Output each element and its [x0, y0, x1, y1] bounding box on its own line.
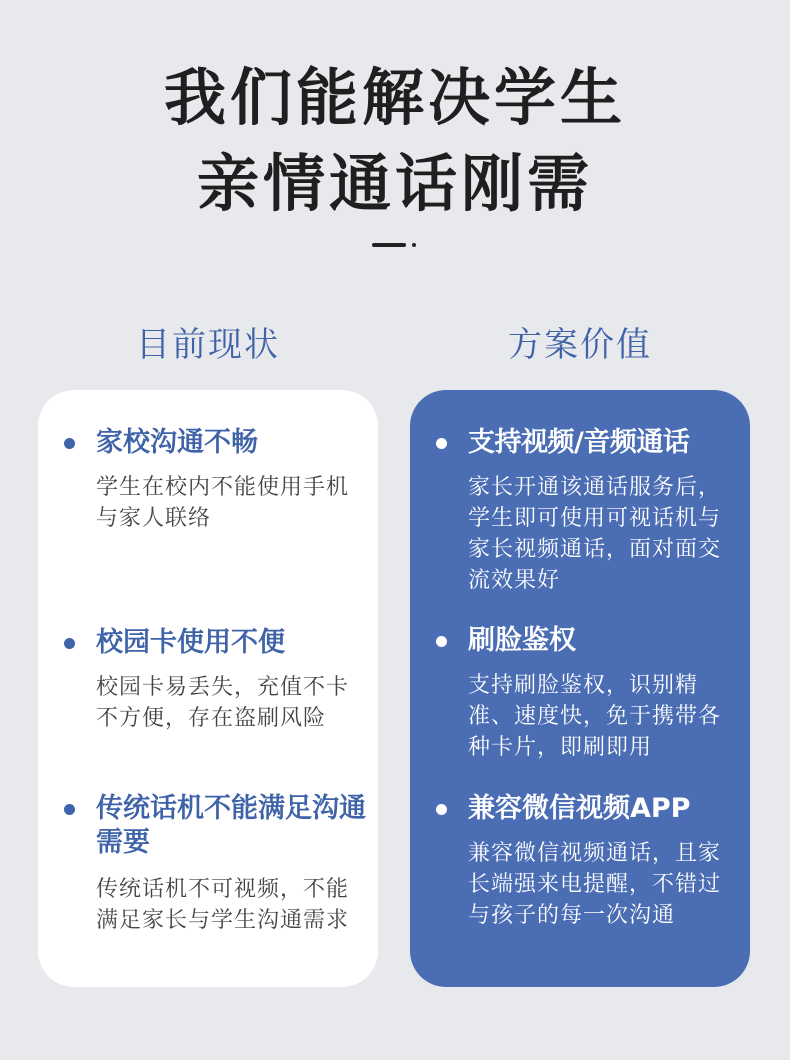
bullet-icon	[64, 638, 75, 649]
status-item-title: 家校沟通不畅	[96, 427, 258, 458]
current-status-heading: 目前现状	[136, 325, 280, 365]
value-item-desc: 支持刷脸鉴权，识别精准、速度快，免于携带各种卡片，即刷即用	[468, 673, 722, 760]
page-title-line-2: 亲情通话刚需	[196, 147, 593, 220]
bullet-icon	[64, 804, 75, 815]
value-item-desc: 家长开通该通话服务后，学生即可使用可视话机与家长视频通话，面对面交流效果好	[468, 475, 722, 593]
page-title-line-1: 我们能解决学生	[163, 61, 626, 134]
solution-value-card	[410, 390, 750, 987]
value-item-title: 支持视频/音频通话	[468, 427, 690, 458]
value-item-title: 兼容微信视频APP	[468, 793, 691, 824]
bullet-icon	[436, 438, 447, 449]
status-item-desc: 学生在校内不能使用手机与家人联络	[96, 475, 350, 531]
status-item-title: 校园卡使用不便	[96, 627, 285, 658]
title-divider	[372, 243, 406, 247]
bullet-icon	[436, 804, 447, 815]
title-divider-dot	[412, 243, 416, 247]
solution-value-heading: 方案价值	[508, 325, 652, 365]
bullet-icon	[436, 636, 447, 647]
current-status-card	[38, 390, 378, 987]
status-item-desc: 传统话机不可视频，不能满足家长与学生沟通需求	[96, 877, 350, 933]
value-item-desc: 兼容微信视频通话，且家长端强来电提醒，不错过与孩子的每一次沟通	[468, 841, 722, 928]
status-item-title: 传统话机不能满足沟通需要	[96, 793, 366, 858]
status-item-desc: 校园卡易丢失，充值不卡不方便，存在盗刷风险	[96, 675, 350, 731]
bullet-icon	[64, 438, 75, 449]
value-item-title: 刷脸鉴权	[468, 625, 576, 656]
